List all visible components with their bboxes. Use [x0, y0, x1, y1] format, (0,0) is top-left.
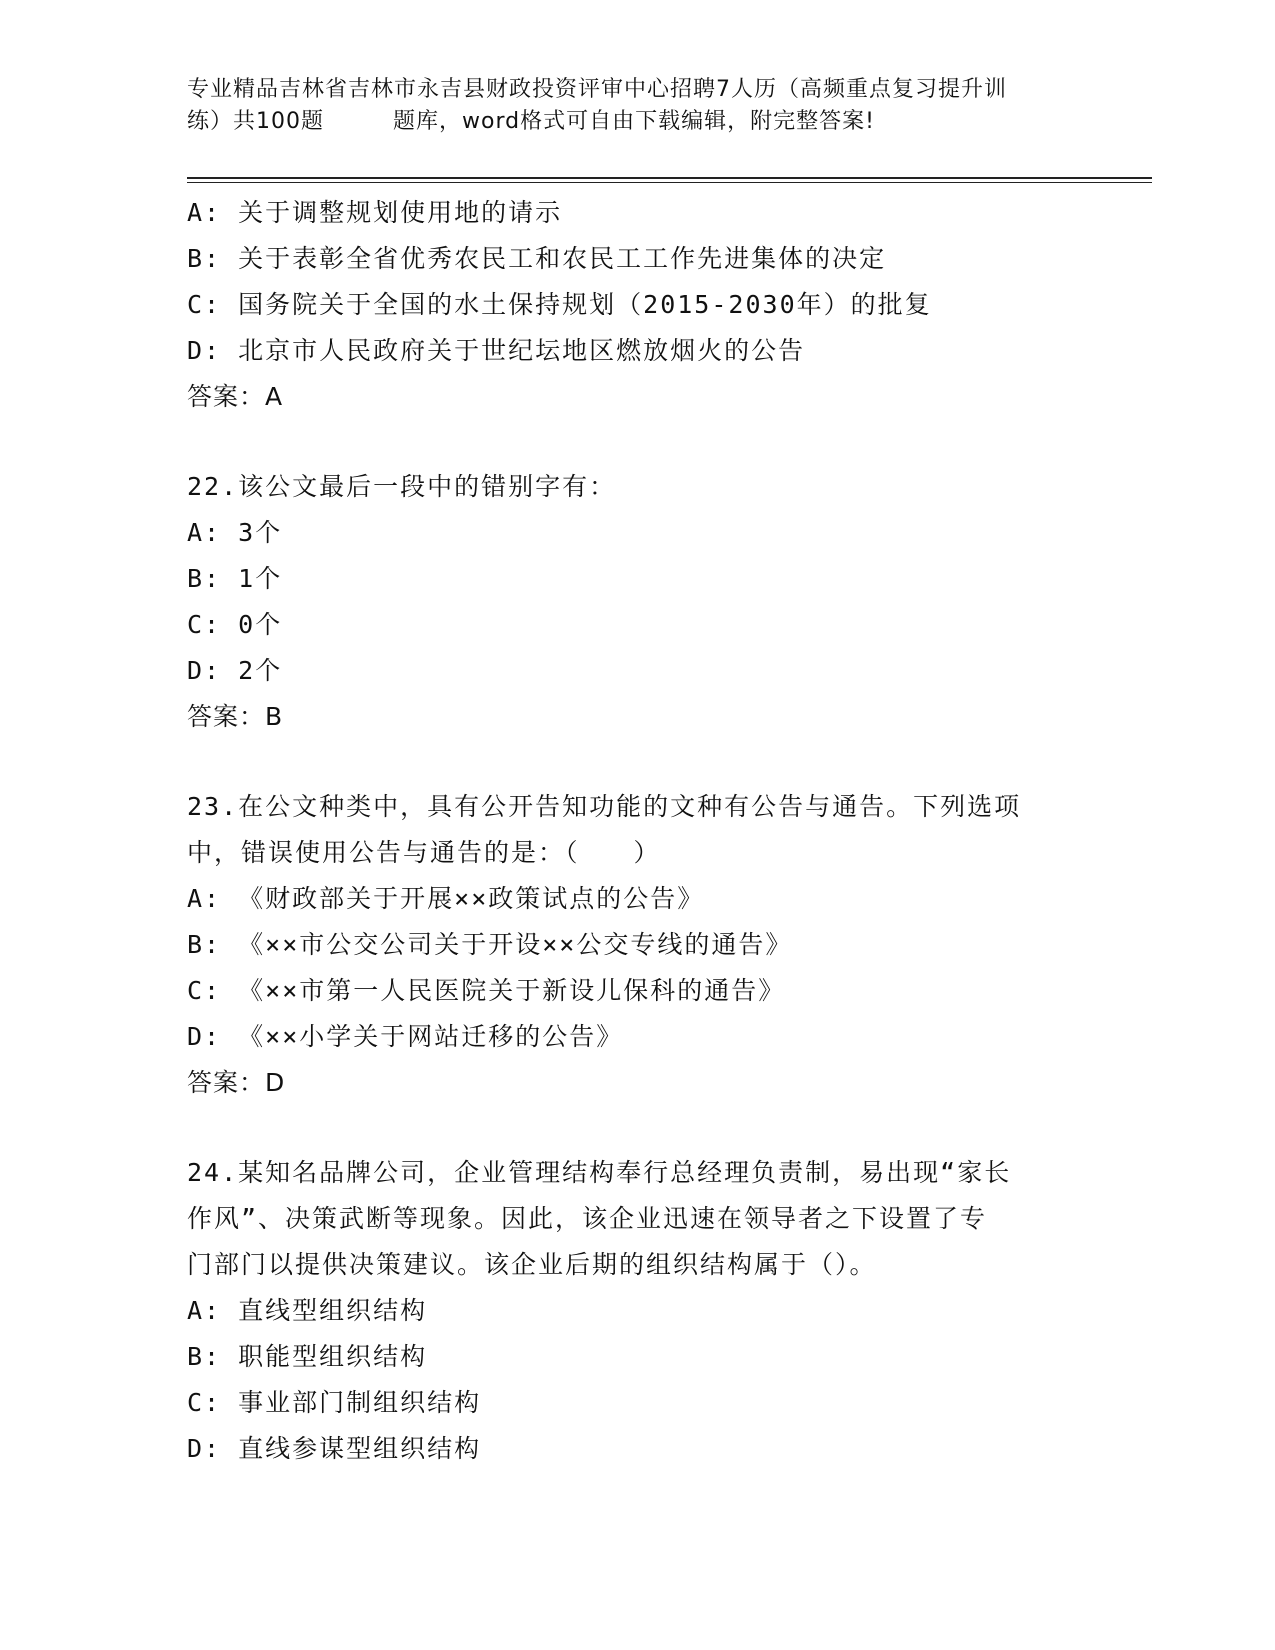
option-c: C: 0个: [187, 610, 283, 639]
option-a: A: 3个: [187, 518, 283, 547]
option-b: B: 《××市公交公司关于开设××公交专线的通告》: [187, 930, 793, 959]
question-text: 22.该公文最后一段中的错别字有：: [187, 472, 617, 501]
answer-label: 答案：A: [187, 382, 284, 411]
option-b: B: 职能型组织结构: [187, 1342, 428, 1371]
question-22-block: [187, 464, 1152, 740]
answer-label: 答案：B: [187, 702, 284, 731]
page-header: [187, 74, 1087, 138]
header-line-2: 练）共100题 题库，word格式可自由下载编辑，附完整答案!: [187, 109, 875, 134]
option-c: C: 《××市第一人民医院关于新设儿保科的通告》: [187, 976, 786, 1005]
header-line-1: 专业精品吉林省吉林市永吉县财政投资评审中心招聘7人历（高频重点复习提升训: [187, 77, 1007, 102]
option-c: C: 事业部门制组织结构: [187, 1388, 482, 1417]
question-text-line-1: 24.某知名品牌公司，企业管理结构奉行总经理负责制，易出现“家长: [187, 1158, 1012, 1187]
question-text-line-1: 23.在公文种类中，具有公开告知功能的文种有公告与通告。下列选项: [187, 792, 1022, 821]
question-text-line-2: 中，错误使用公告与通告的是：（ ）: [187, 838, 661, 867]
question-21-block: [187, 190, 1152, 420]
question-23-block: [187, 784, 1152, 1106]
answer-label: 答案：D: [187, 1068, 286, 1097]
question-text-line-2: 作风”、决策武断等现象。因此，该企业迅速在领导者之下设置了专: [187, 1204, 988, 1233]
header-rule-thin: [187, 182, 1152, 183]
question-text-line-3: 门部门以提供决策建议。该企业后期的组织结构属于（）。: [187, 1250, 877, 1279]
option-a: A: 直线型组织结构: [187, 1296, 428, 1325]
option-b: B: 关于表彰全省优秀农民工和农民工工作先进集体的决定: [187, 244, 887, 273]
option-d: D: 直线参谋型组织结构: [187, 1434, 482, 1463]
question-24-block: [187, 1150, 1152, 1472]
option-a: A: 《财政部关于开展××政策试点的公告》: [187, 884, 705, 913]
option-d: D: 北京市人民政府关于世纪坛地区燃放烟火的公告: [187, 336, 806, 365]
option-d: D: 《××小学关于网站迁移的公告》: [187, 1022, 624, 1051]
option-c: C: 国务院关于全国的水土保持规划（2015-2030年）的批复: [187, 290, 932, 319]
option-b: B: 1个: [187, 564, 283, 593]
option-d: D: 2个: [187, 656, 283, 685]
option-a: A: 关于调整规划使用地的请示: [187, 198, 563, 227]
question-content: [187, 190, 1152, 1472]
header-rule-thick: [187, 177, 1152, 179]
